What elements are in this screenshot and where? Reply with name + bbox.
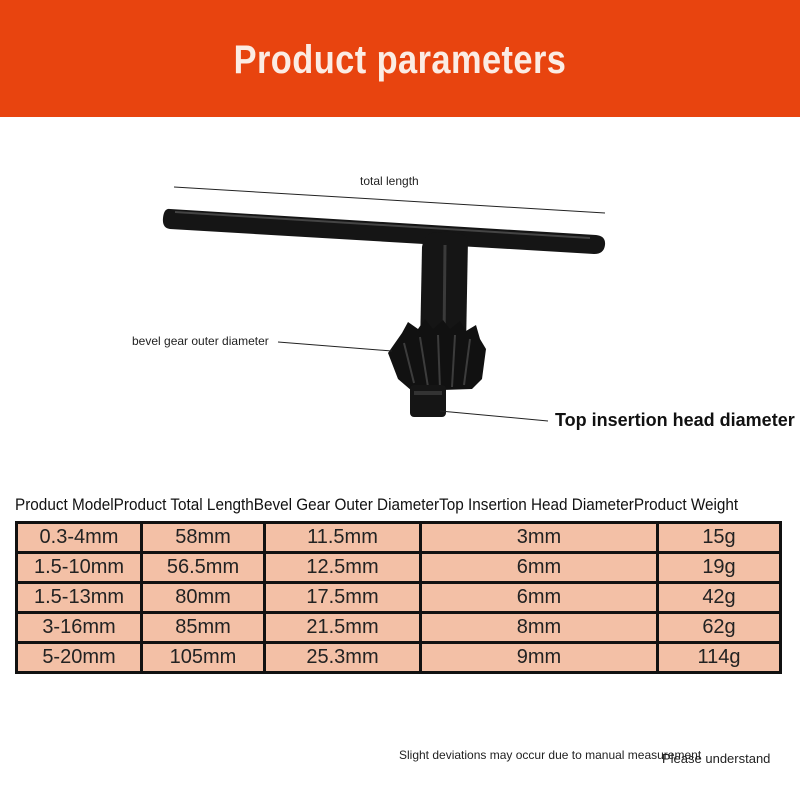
- table-row: [17, 523, 781, 553]
- table-cell: 62g: [658, 613, 781, 643]
- table-cell: 6mm: [421, 583, 658, 613]
- table-cell: 1.5-10mm: [17, 553, 142, 583]
- table-row: [17, 553, 781, 583]
- top-insertion-leader: [440, 411, 548, 421]
- table-cell: 6mm: [421, 553, 658, 583]
- table-cell: 15g: [658, 523, 781, 553]
- page-title: Product parameters: [233, 38, 567, 82]
- table-cell: 17.5mm: [265, 583, 421, 613]
- deviation-note: Slight deviations may occur due to manual measurement: [399, 748, 702, 762]
- table-row: [17, 613, 781, 643]
- table-cell: 85mm: [142, 613, 265, 643]
- table-cell: 21.5mm: [265, 613, 421, 643]
- table-cell: 105mm: [142, 643, 265, 673]
- product-figure: [0, 117, 800, 477]
- column-header: Top Insertion Head Diameter: [439, 495, 634, 514]
- bevel-gear-leader: [278, 342, 392, 351]
- table-cell: 0.3-4mm: [17, 523, 142, 553]
- table-cell: 58mm: [142, 523, 265, 553]
- table-cell: 1.5-13mm: [17, 583, 142, 613]
- table-cell: 56.5mm: [142, 553, 265, 583]
- column-header: Product Model: [15, 495, 114, 514]
- column-header: Bevel Gear Outer Diameter: [253, 495, 440, 514]
- header-banner: [0, 0, 800, 117]
- total-length-label: total length: [360, 174, 419, 188]
- table-cell: 3-16mm: [17, 613, 142, 643]
- chuck-key-icon: [163, 209, 605, 417]
- table-cell: 3mm: [421, 523, 658, 553]
- table-cell: 114g: [658, 643, 781, 673]
- parameters-grid: [15, 521, 782, 674]
- top-insertion-label: Top insertion head diameter: [555, 410, 795, 430]
- table-row: [17, 643, 781, 673]
- table-cell: 8mm: [421, 613, 658, 643]
- table-cell: 5-20mm: [17, 643, 142, 673]
- column-header: Product Weight: [633, 495, 739, 514]
- table-row: [17, 583, 781, 613]
- column-header: Product Total Length: [113, 495, 254, 514]
- table-cell: 12.5mm: [265, 553, 421, 583]
- table-cell: 25.3mm: [265, 643, 421, 673]
- table-cell: 80mm: [142, 583, 265, 613]
- table-cell: 11.5mm: [265, 523, 421, 553]
- total-length-line: [174, 187, 605, 213]
- table-cell: 9mm: [421, 643, 658, 673]
- table-cell: 42g: [658, 583, 781, 613]
- bevel-gear-label: bevel gear outer diameter: [132, 334, 269, 348]
- understand-note: Please understand: [662, 751, 771, 766]
- table-cell: 19g: [658, 553, 781, 583]
